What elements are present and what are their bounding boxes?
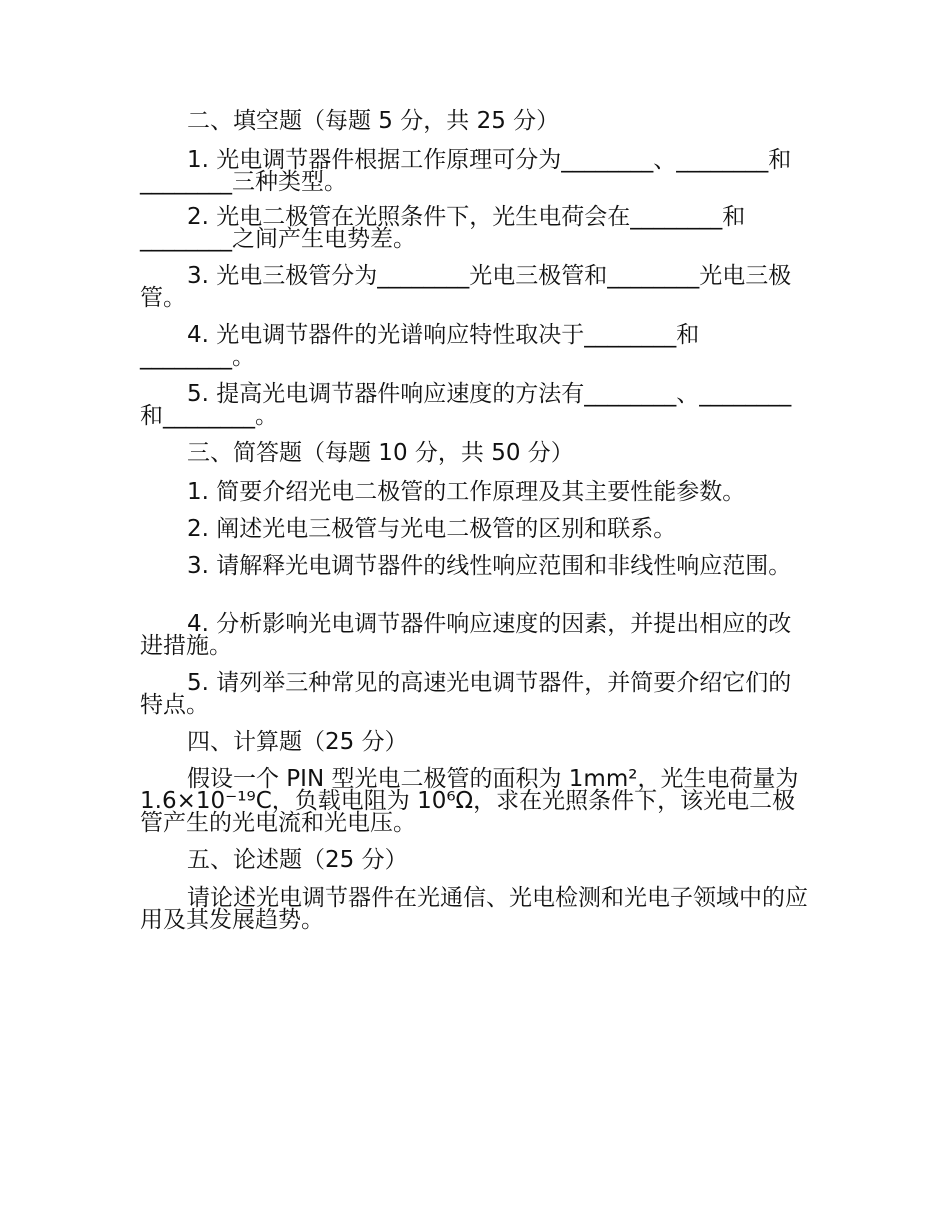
question-paragraph: 4. 光电调节器件的光谱响应特性取决于________和________。 — [140, 322, 700, 370]
section-heading-essay: 五、论述题（25 分） — [187, 847, 408, 873]
section-heading-calculation: 四、计算题（25 分） — [187, 729, 408, 755]
question-paragraph: 1. 简要介绍光电二极管的工作原理及其主要性能参数。 — [187, 479, 746, 505]
question-paragraph: 3. 光电三极管分为________光电三极管和________光电三极管。 — [140, 263, 792, 311]
question-paragraph: 5. 请列举三种常见的高速光电调节器件，并简要介绍它们的特点。 — [140, 670, 792, 718]
question-paragraph: 4. 分析影响光电调节器件响应速度的因素，并提出相应的改进措施。 — [140, 611, 792, 659]
question-paragraph: 1. 光电调节器件根据工作原理可分为________、________和________三种类型。 — [140, 147, 792, 195]
question-paragraph: 2. 光电二极管在光照条件下，光生电荷会在________和________之间产生电势差。 — [140, 204, 746, 252]
question-paragraph: 2. 阐述光电三极管与光电二极管的区别和联系。 — [187, 516, 677, 542]
section-heading-fill-in-blank: 二、填空题（每题 5 分，共 25 分） — [187, 108, 560, 134]
question-paragraph: 假设一个 PIN 型光电二极管的面积为 1mm²，光生电荷量为 1.6×10⁻¹⁹C，负载电阻为 10⁶Ω，求在光照条件下，该光电二极管产生的光电流和光电压。 — [140, 766, 806, 836]
question-paragraph: 5. 提高光电调节器件响应速度的方法有________、________和________。 — [140, 381, 792, 429]
question-paragraph: 3. 请解释光电调节器件的线性响应范围和非线性响应范围。 — [187, 553, 792, 579]
section-heading-short-answer: 三、简答题（每题 10 分，共 50 分） — [187, 440, 574, 466]
question-paragraph: 请论述光电调节器件在光通信、光电检测和光电子领域中的应用及其发展趋势。 — [140, 885, 808, 933]
